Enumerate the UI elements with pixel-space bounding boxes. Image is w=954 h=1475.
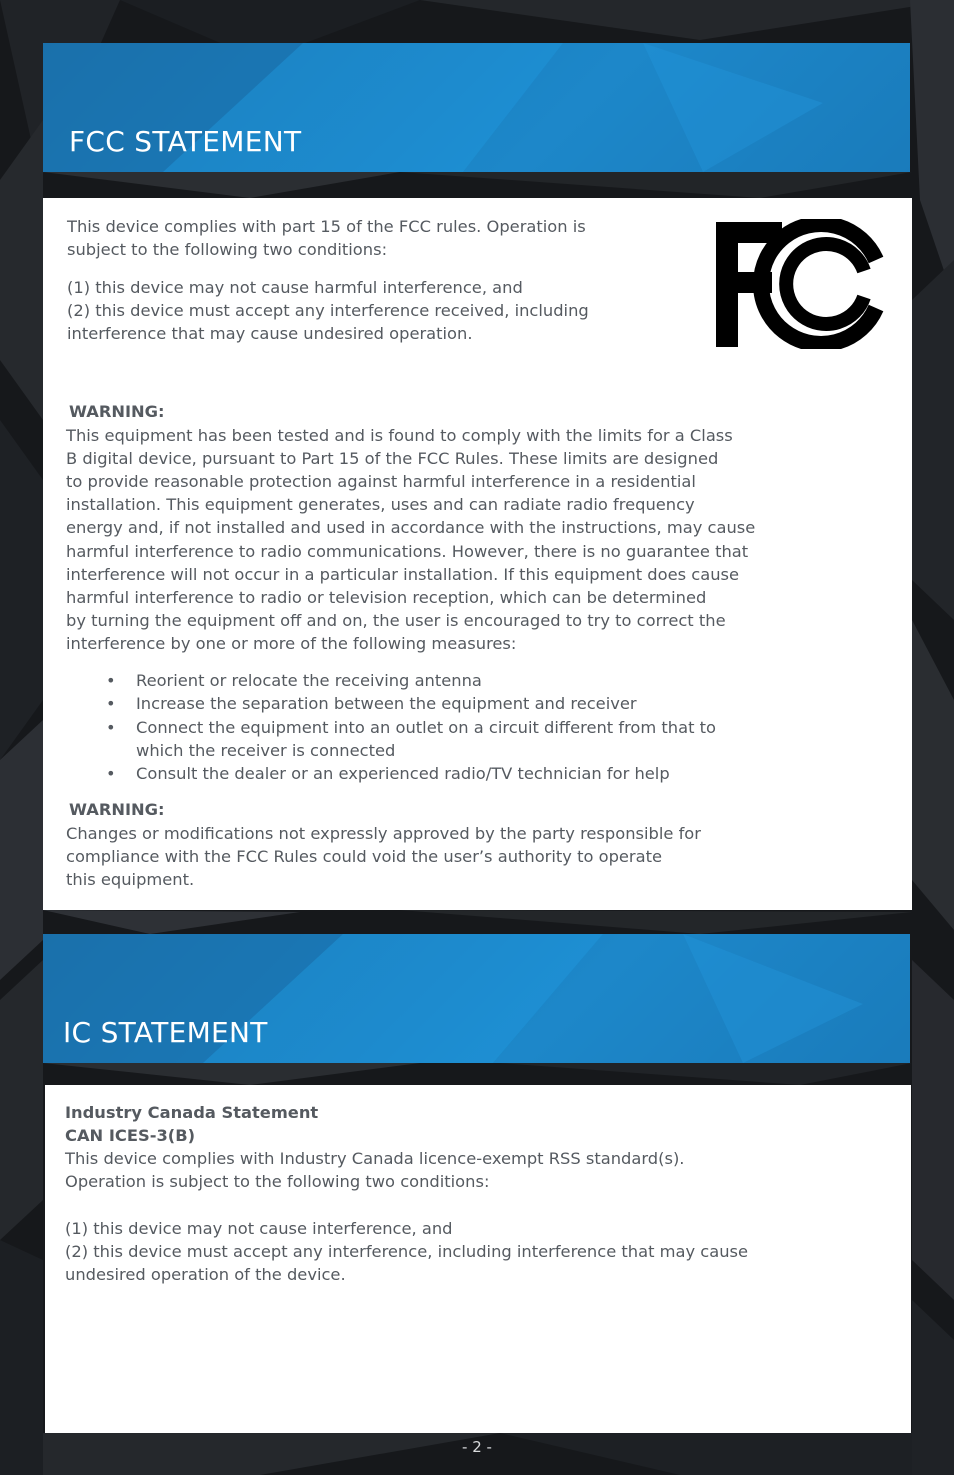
list-item xyxy=(106,669,856,692)
ic-condition-line: undesired operation of the device. xyxy=(65,1265,346,1284)
list-item xyxy=(106,692,856,715)
fcc-warning-2-title: WARNING: xyxy=(69,800,165,819)
ic-body-line: Operation is subject to the following two conditions: xyxy=(65,1172,490,1191)
fcc-warning-1-line: interference by one or more of the following measures: xyxy=(66,634,517,653)
ic-condition-line: (2) this device must accept any interference, including interference that may cause xyxy=(65,1242,749,1261)
fcc-intro-line-1: This device complies with part 15 of the FCC rules. Operation is xyxy=(67,217,586,236)
fcc-warning-1-line: by turning the equipment off and on, the user is encouraged to try to correct the xyxy=(66,611,726,630)
fcc-warning-1-line: harmful interference to radio or television reception, which can be determined xyxy=(66,588,707,607)
fcc-condition-1: (1) this device may not cause harmful interference, and xyxy=(67,278,523,297)
ic-standard-heading: CAN ICES-3(B) xyxy=(65,1126,196,1145)
fcc-warning-2-line: compliance with the FCC Rules could void the user’s authority to operate xyxy=(66,847,662,866)
list-item-text: Consult the dealer or an experienced radio/TV technician for help xyxy=(136,764,670,784)
fcc-warning-1-line: B digital device, pursuant to Part 15 of the FCC Rules. These limits are designed xyxy=(66,449,719,468)
fcc-measures-list xyxy=(106,669,856,785)
fcc-warning-1-line: This equipment has been tested and is found to comply with the limits for a Class xyxy=(66,426,733,445)
fcc-warning-1-line: interference will not occur in a particular installation. If this equipment does cause xyxy=(66,565,740,584)
fcc-intro-line-2: subject to the following two conditions: xyxy=(67,240,388,259)
fcc-logo-icon xyxy=(714,219,890,349)
list-item-text: Reorient or relocate the receiving antenna xyxy=(136,671,482,690)
fcc-warning-1-line: energy and, if not installed and used in accordance with the instructions, may cause xyxy=(66,518,756,537)
fcc-condition-2: (2) this device must accept any interference received, including xyxy=(67,301,589,320)
fcc-section-header xyxy=(43,43,910,172)
fcc-warning-1-line: to provide reasonable protection against harmful interference in a residential xyxy=(66,472,696,491)
list-item xyxy=(106,762,856,785)
ic-body-line: This device complies with Industry Canada licence-exempt RSS standard(s). xyxy=(65,1149,685,1168)
fcc-condition-3: interference that may cause undesired operation. xyxy=(67,324,473,343)
fcc-warning-1-title: WARNING: xyxy=(69,402,165,421)
list-item-continued xyxy=(106,739,856,762)
fcc-statement-title: FCC STATEMENT xyxy=(69,125,302,158)
list-item-text: Increase the separation between the equipment and receiver xyxy=(136,694,637,714)
ic-section-header xyxy=(43,934,910,1063)
bullet-icon: • xyxy=(106,764,116,784)
ic-condition-line: (1) this device may not cause interference, and xyxy=(65,1219,453,1238)
list-item-text: Connect the equipment into an outlet on a circuit different from that to xyxy=(136,717,717,737)
fcc-warning-1-line: harmful interference to radio communications. However, there is no guarantee that xyxy=(66,542,749,561)
ic-statement-title: IC STATEMENT xyxy=(63,1016,268,1049)
fcc-warning-1-line: installation. This equipment generates, uses and can radiate radio frequency xyxy=(66,495,695,514)
bullet-icon: • xyxy=(106,694,116,714)
fcc-warning-2-line: Changes or modifications not expressly approved by the party responsible for xyxy=(66,824,701,843)
fcc-warning-2-line: this equipment. xyxy=(66,870,195,889)
list-item-text: which the receiver is connected xyxy=(136,740,396,760)
page-number: - 2 - xyxy=(462,1438,492,1456)
bullet-icon: • xyxy=(106,671,116,690)
bullet-icon: • xyxy=(106,717,116,737)
ic-statement-heading: Industry Canada Statement xyxy=(65,1103,319,1122)
list-item xyxy=(106,716,856,739)
